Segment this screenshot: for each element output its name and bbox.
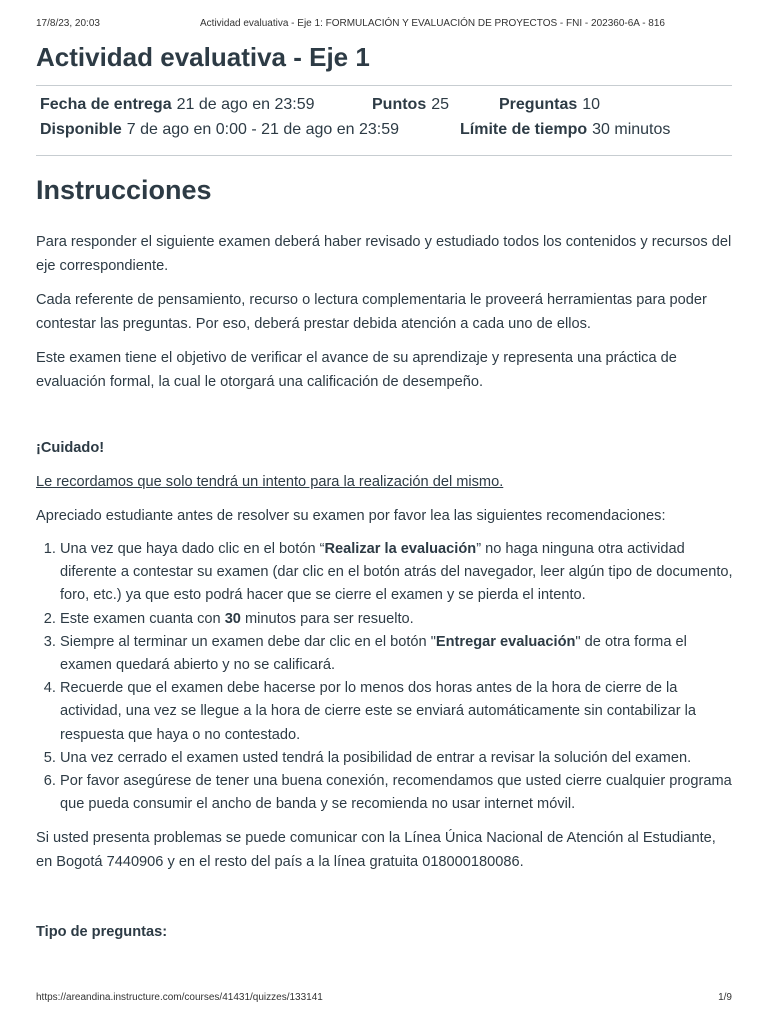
recommendation-item: 4. Recuerde que el examen debe hacerse por lo menos dos horas antes de la hora de cierre de la actividad, una vez se llegue a la hora de cierre este se enviará automáticamente sin contabilizar la respuesta que haya o no contestado. [60, 677, 736, 747]
time-limit-label: Límite de tiempo [460, 121, 588, 138]
instructions-heading: Instrucciones [36, 175, 212, 205]
time-limit-value: 30 minutos [592, 121, 671, 138]
print-header [36, 18, 732, 32]
question-types-heading: Tipo de preguntas: [36, 924, 168, 941]
recommendation-intro: Apreciado estudiante antes de resolver su examen por favor lea las siguientes recomendaciones: [36, 508, 666, 524]
questions-value: 10 [582, 96, 601, 113]
print-document-title: Actividad evaluativa - Eje 1: FORMULACIÓN Y EVALUACIÓN DE PROYECTOS - FNI - 202360-6A - 816 [200, 18, 665, 29]
instructions-paragraph: Cada referente de pensamiento, recurso o lectura complementaria le proveerá herramientas para poder contestar las preguntas. Por eso, deberá prestar debida atención a cada uno de ellos. [36, 292, 707, 332]
page-number: 1/9 [718, 992, 732, 1003]
time-limit [460, 121, 670, 139]
points-value: 25 [431, 96, 450, 113]
points [372, 96, 449, 114]
questions-label: Preguntas [499, 96, 578, 113]
available-value: 7 de ago en 0:00 - 21 de ago en 23:59 [126, 121, 400, 138]
recommendation-item: 6. Por favor asegúrese de tener una buena conexión, recomendamos que usted cierre cualquier programa que pueda consumir el ancho de banda y se recomienda no usar internet móvil. [60, 770, 736, 816]
questions-count [499, 96, 600, 114]
print-datetime: 17/8/23, 20:03 [36, 18, 100, 29]
support-contact: Si usted presenta problemas se puede comunicar con la Línea Única Nacional de Atención al Estudiante, en Bogotá 7440906 y en el resto del país a la línea gratuita 018000180086. [36, 830, 716, 871]
due-date-label: Fecha de entrega [40, 96, 172, 113]
divider-top [36, 85, 732, 86]
warning-label: ¡Cuidado! [36, 440, 105, 456]
available-label: Disponible [40, 121, 122, 138]
attempt-reminder: Le recordamos que solo tendrá un intento para la realización del mismo. [36, 474, 504, 490]
page-url: https://areandina.instructure.com/courses/41431/quizzes/133141 [36, 992, 323, 1003]
recommendation-item: 3. Siempre al terminar un examen debe dar clic en el botón "Entregar evaluación" de otra forma el examen quedará abierto y no se calificará. [60, 631, 736, 677]
instructions-paragraph: Para responder el siguiente examen deberá haber revisado y estudiado todos los contenidos y recursos del eje correspondiente. [36, 234, 732, 274]
recommendation-item: 2. Este examen cuanta con 30 minutos para ser resuelto. [60, 608, 736, 631]
instructions-body [36, 230, 736, 944]
button-name-entregar: Entregar evaluación [435, 633, 576, 650]
available-dates [40, 121, 399, 139]
divider-bottom [36, 155, 732, 156]
recommendation-item: 5. Una vez cerrado el examen usted tendrá la posibilidad de entrar a revisar la solución del examen. [60, 747, 736, 770]
recommendations-list [36, 538, 736, 816]
print-footer [36, 992, 732, 1006]
instructions-paragraph: Este examen tiene el objetivo de verificar el avance de su aprendizaje y representa una práctica de evaluación formal, la cual le otorgará una calificación de desempeño. [36, 350, 677, 390]
due-date [40, 96, 315, 114]
points-label: Puntos [372, 96, 427, 113]
due-date-value: 21 de ago en 23:59 [176, 96, 315, 113]
quiz-title: Actividad evaluativa - Eje 1 [36, 42, 370, 72]
button-name-realizar: Realizar la evaluación [324, 541, 477, 557]
time-minutes: 30 [224, 610, 241, 627]
recommendation-item: 1. Una vez que haya dado clic en el botón “Realizar la evaluación” no haga ninguna otra actividad diferente a contestar su examen (dar clic en el botón atrás del navegador, leer algún tipo de documento, foro, etc.) ya que esto podrá hacer que se cierre el examen y se pierda el intento. [60, 538, 736, 608]
